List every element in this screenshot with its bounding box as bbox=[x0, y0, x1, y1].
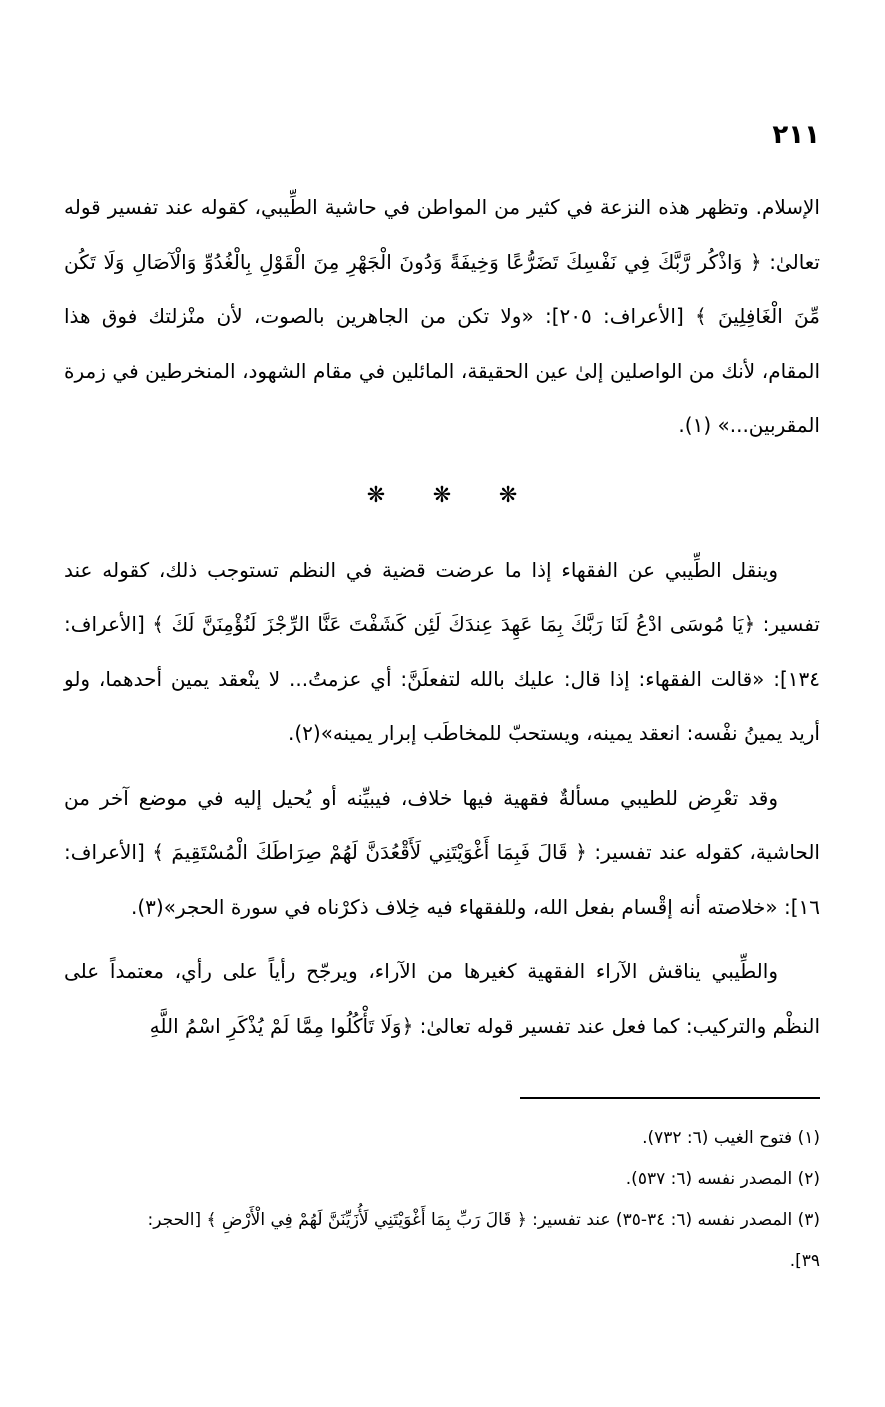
paragraph-3: وقد تعْرِض للطيبي مسألةٌ فقهية فيها خلاف، فيبيِّنه أو يُحيل إليه في موضع آخر من الحاشية، كقوله عند تفسير: ﴿ قَالَ فَبِمَا أَغْوَيْتَنِي لَأَقْعُدَنَّ لَهُمْ صِرَاطَكَ الْمُسْتَقِيمَ ﴾ [الأعراف: ١٦]: «خلاصته أنه إقْسام بفعل الله، وللفقهاء فيه خِلاف ذكرْناه في سورة الحجر»(٣). bbox=[64, 785, 820, 919]
main-text bbox=[64, 180, 820, 1053]
footnote-3: (٣) المصدر نفسه (٦: ٣٤-٣٥) عند تفسير: ﴿ قَالَ رَبِّ بِمَا أَغْوَيْتَنِي لَأُزَيِّنَنَّ لَهُمْ فِي الْأَرْضِ ﴾ [الحجر: bbox=[147, 1210, 820, 1230]
footnote-2: (٢) المصدر نفسه (٦: ٥٣٧). bbox=[625, 1169, 820, 1189]
footnote-1: (١) فتوح الغيب (٦: ٧٣٢). bbox=[642, 1128, 820, 1148]
paragraph-4: والطِّيبي يناقش الآراء الفقهية كغيرها من الآراء، ويرجّح رأياً على رأي، معتمداً على النظْم والتركيب: كما فعل عند تفسير قوله تعالىٰ: ﴿وَلَا تَأْكُلُوا مِمَّا لَمْ يُذْكَرِ اسْمُ اللَّهِ bbox=[64, 959, 820, 1038]
page-number: ٢١١ bbox=[772, 120, 820, 150]
footnote-divider bbox=[520, 1097, 820, 1099]
paragraph-2: وينقل الطِّيبي عن الفقهاء إذا ما عرضت قضية في النظم تستوجب ذلك، كقوله عند تفسير: ﴿يَا مُوسَى ادْعُ لَنَا رَبَّكَ بِمَا عَهِدَ عِندَكَ لَئِن كَشَفْتَ عَنَّا الرِّجْزَ لَنُؤْمِنَنَّ لَكَ ﴾ [الأعراف: ١٣٤]: «قالت الفقهاء: إذا قال: عليك بالله لتفعلَنَّ: أي عزمتُ... لا ينْعقد يمين أحدهما، ولو أريد يمينُ نفْسه: انعقد يمينه، ويستحبّ للمخاطَب إبرار يمينه»(٢). bbox=[64, 557, 820, 745]
section-separator: ❋ ❋ ❋ bbox=[366, 482, 518, 508]
paragraph-1: الإسلام. وتظهر هذه النزعة في كثير من المواطن في حاشية الطِّيبي، كقوله عند تفسير قوله تعالىٰ: ﴿ وَاذْكُر رَّبَّكَ فِي نَفْسِكَ تَضَرُّعًا وَخِيفَةً وَدُونَ الْجَهْرِ مِنَ الْقَوْلِ بِالْغُدُوِّ وَالْآصَالِ وَلَا تَكُن مِّنَ الْغَافِلِينَ ﴾ [الأعراف: ٢٠٥]: «ولا تكن من الجاهرين بالصوت، لأن منْزلتك فوق هذا المقام، لأنك من الواصلين إلىٰ عين الحقيقة، المائلين في مقام الشهود، المنخرطين في زمرة المقربين...» (١). bbox=[64, 195, 820, 437]
footnote-3-continuation: ٣٩]. bbox=[789, 1251, 820, 1271]
book-page bbox=[64, 0, 820, 1407]
footnotes bbox=[64, 1118, 820, 1282]
